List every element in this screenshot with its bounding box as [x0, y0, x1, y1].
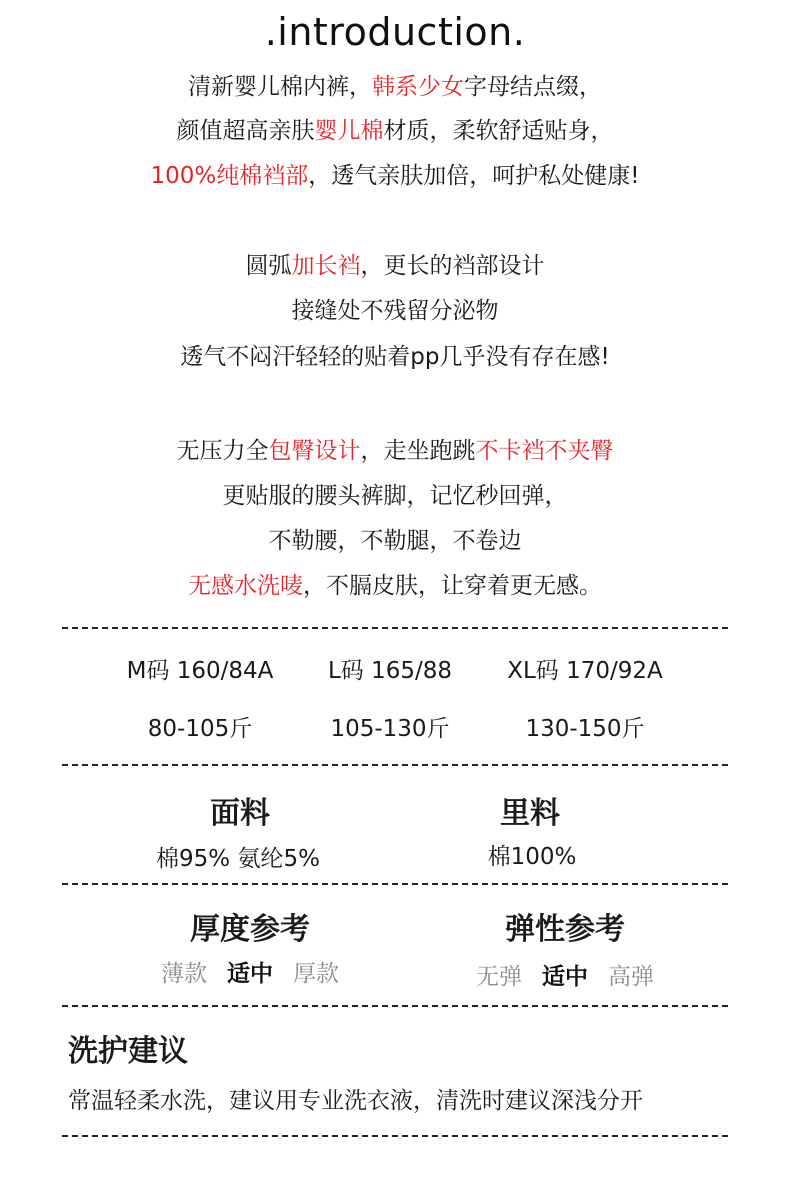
size-weight-m: 80-105斤 [147, 716, 253, 742]
body-text: 材质，柔软舒适贴身， [383, 118, 614, 144]
outer-fabric-label: 面料 [210, 796, 270, 831]
highlight-text: 韩系少女 [372, 74, 464, 100]
body-text: ，不膈皮肤，让穿着更无感。 [303, 573, 602, 599]
intro-line [0, 161, 790, 191]
body-text: 更贴服的腰头裤脚，记忆秒回弹， [222, 483, 568, 509]
elasticity-option: 无弹 [476, 964, 522, 990]
elasticity-label: 弹性参考 [505, 912, 625, 947]
size-weight-xl: 130-150斤 [525, 716, 645, 742]
divider [62, 764, 728, 766]
intro-line [0, 72, 790, 102]
outer-fabric-value: 棉95% 氨纶5% [156, 846, 320, 872]
divider [62, 1005, 728, 1007]
body-text: ，更长的裆部设计 [360, 253, 545, 279]
intro-line [0, 342, 790, 372]
elasticity-options [445, 958, 685, 991]
body-text: 颜值超高亲肤 [176, 118, 315, 144]
highlight-text: 包臀设计 [268, 438, 361, 464]
thickness-option: 厚款 [293, 961, 339, 987]
intro-line [0, 571, 790, 601]
intro-line [0, 481, 790, 511]
intro-line [0, 436, 790, 466]
body-text: 不勒腰，不勒腿，不卷边 [268, 528, 522, 554]
highlight-text: 100%纯棉裆部 [150, 163, 309, 189]
thickness-label: 厚度参考 [190, 912, 310, 947]
intro-line [0, 526, 790, 556]
intro-line [0, 296, 790, 326]
intro-line [0, 251, 790, 281]
page-title: .introduction. [264, 10, 526, 54]
body-text: 字母结点缀， [464, 74, 602, 100]
body-text: 透气不闷汗轻轻的贴着pp几乎没有存在感! [180, 344, 610, 370]
size-weight-l: 105-130斤 [330, 716, 450, 742]
body-text: ，走坐跑跳 [360, 438, 476, 464]
divider [62, 627, 728, 629]
highlight-text: 无感水洗唛 [188, 573, 303, 599]
body-text: 接缝处不残留分泌物 [291, 298, 499, 324]
elasticity-option: 高弹 [608, 964, 654, 990]
body-text: 圆弧 [245, 253, 292, 279]
care-title: 洗护建议 [68, 1034, 188, 1069]
divider [62, 1135, 728, 1137]
elasticity-option-selected: 适中 [542, 964, 588, 990]
care-text: 常温轻柔水洗，建议用专业洗衣液，清洗时建议深浅分开 [68, 1088, 643, 1114]
divider [62, 883, 728, 885]
thickness-options [130, 955, 370, 988]
size-label-m: M码 160/84A [126, 658, 274, 684]
body-text: ，透气亲肤加倍，呵护私处健康! [308, 163, 640, 189]
inner-fabric-label: 里料 [500, 796, 560, 831]
thickness-option: 薄款 [161, 961, 207, 987]
size-label-xl: XL码 170/92A [507, 658, 663, 684]
intro-line [0, 116, 790, 146]
highlight-text: 婴儿棉 [314, 118, 384, 144]
thickness-option-selected: 适中 [227, 961, 273, 987]
inner-fabric-value: 棉100% [487, 844, 577, 870]
highlight-text: 不卡裆不夹臀 [475, 438, 614, 464]
size-label-l: L码 165/88 [327, 658, 453, 684]
highlight-text: 加长裆 [291, 253, 361, 279]
body-text: 清新婴儿棉内裤， [188, 74, 372, 100]
body-text: 无压力全 [176, 438, 269, 464]
